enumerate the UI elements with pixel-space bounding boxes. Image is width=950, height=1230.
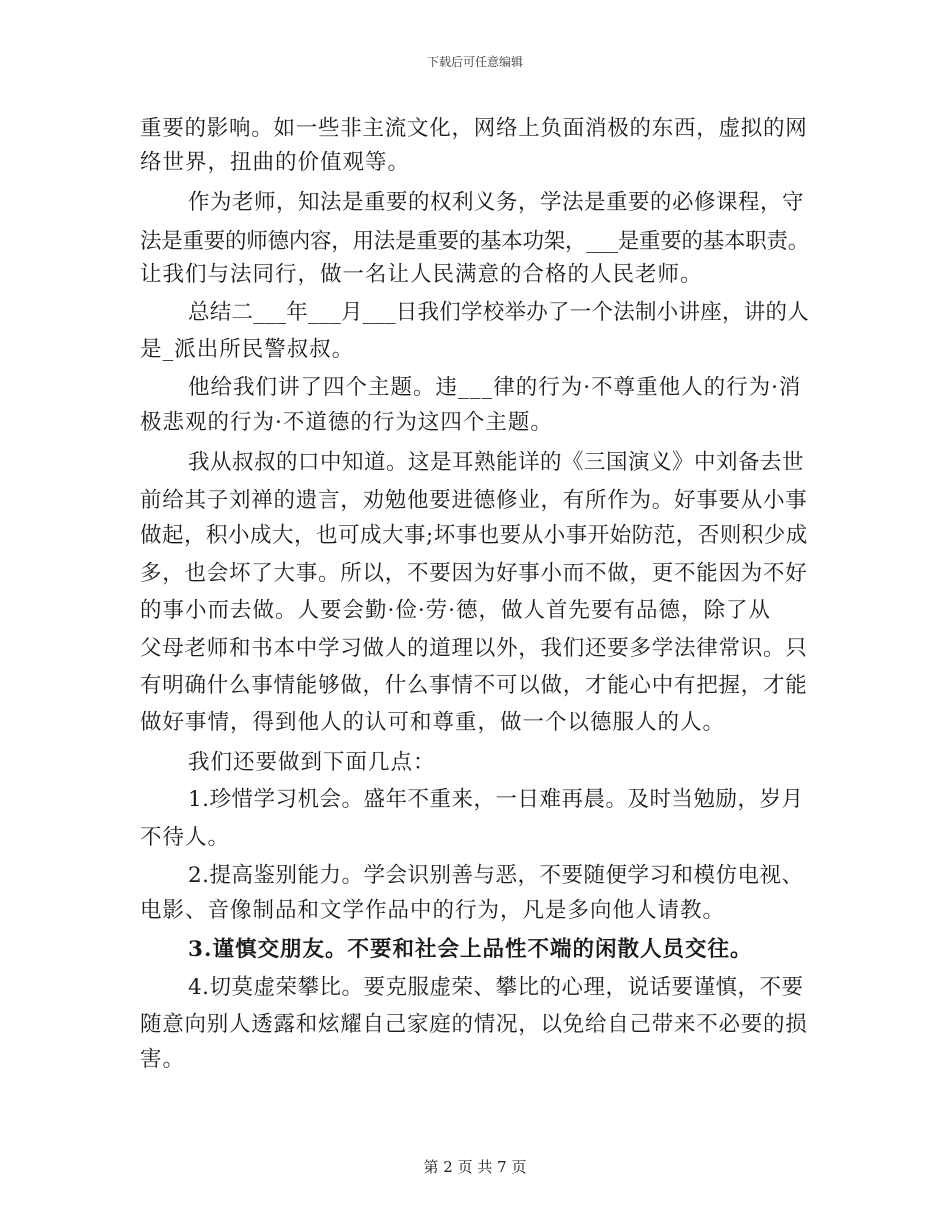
body-line: 作为老师，知法是重要的权利义务，学法是重要的必修课程，守 (188, 190, 805, 215)
body-line: 络世界，扭曲的价值观等。 (140, 150, 411, 175)
body-line: 多，也会坏了大事。所以，不要因为好事小而不做，更不能因为不好 (140, 561, 808, 586)
body-line: 4.切莫虚荣攀比。要克服虚荣、攀比的心理，说话要谨慎，不要 (188, 975, 804, 1000)
body-line: 电影、音像制品和文学作品中的行为，凡是多向他人请教。 (140, 898, 726, 923)
body-line: 前给其子刘禅的遗言，劝勉他要进德修业，有所作为。好事要从小事 (140, 488, 808, 513)
body-line: 随意向别人透露和炫耀自己家庭的情况，以免给自己带来不必要的损 (140, 1012, 808, 1037)
body-line: 法是重要的师德内容，用法是重要的基本功架，___是重要的基本职责。 (140, 229, 810, 254)
body-line: 害。 (140, 1047, 186, 1072)
body-line: 让我们与法同行，做一名让人民满意的合格的人民老师。 (140, 262, 703, 287)
body-line: 他给我们讲了四个主题。违___律的行为·不尊重他人的行为·消 (188, 375, 802, 400)
body-line: 2.提高鉴别能力。学会识别善与恶，不要随便学习和模仿电视、 (188, 863, 804, 888)
body-line: 3.谨慎交朋友。不要和社会上品性不端的闲散人员交往。 (188, 937, 753, 962)
body-line: 有明确什么事情能够做，什么事情不可以做，才能心中有把握，才能 (140, 673, 808, 698)
body-line: 我从叔叔的口中知道。这是耳熟能详的《三国演义》中刘备去世 (188, 450, 805, 475)
page-header: 下载后可任意编辑 (426, 55, 523, 69)
body-line: 我们还要做到下面几点： (188, 750, 436, 775)
body-line: 父母老师和书本中学习做人的道理以外，我们还要多学法律常识。只 (140, 636, 808, 661)
body-line: 做起，积小成大，也可成大事;坏事也要从小事开始防范，否则积少成 (140, 523, 808, 548)
body-line: 不待人。 (140, 825, 231, 850)
body-line: 极悲观的行为·不道德的行为这四个主题。 (140, 410, 553, 435)
body-line: 是_派出所民警叔叔。 (140, 337, 355, 362)
body-line: 重要的影响。如一些非主流文化，网络上负面消极的东西，虚拟的网 (140, 116, 808, 141)
body-line: 做好事情，得到他人的认可和尊重，做一个以德服人的人。 (140, 710, 726, 735)
body-line: 的事小而去做。人要会勤·俭·劳·德，做人首先要有品德，除了从 (140, 598, 772, 623)
page-footer: 第 2 页 共 7 页 (423, 1158, 527, 1176)
body-line: 总结二___年___月___日我们学校举办了一个法制小讲座，讲的人 (188, 300, 810, 325)
body-line: 1.珍惜学习机会。盛年不重来，一日难再晨。及时当勉励，岁月 (188, 787, 804, 812)
